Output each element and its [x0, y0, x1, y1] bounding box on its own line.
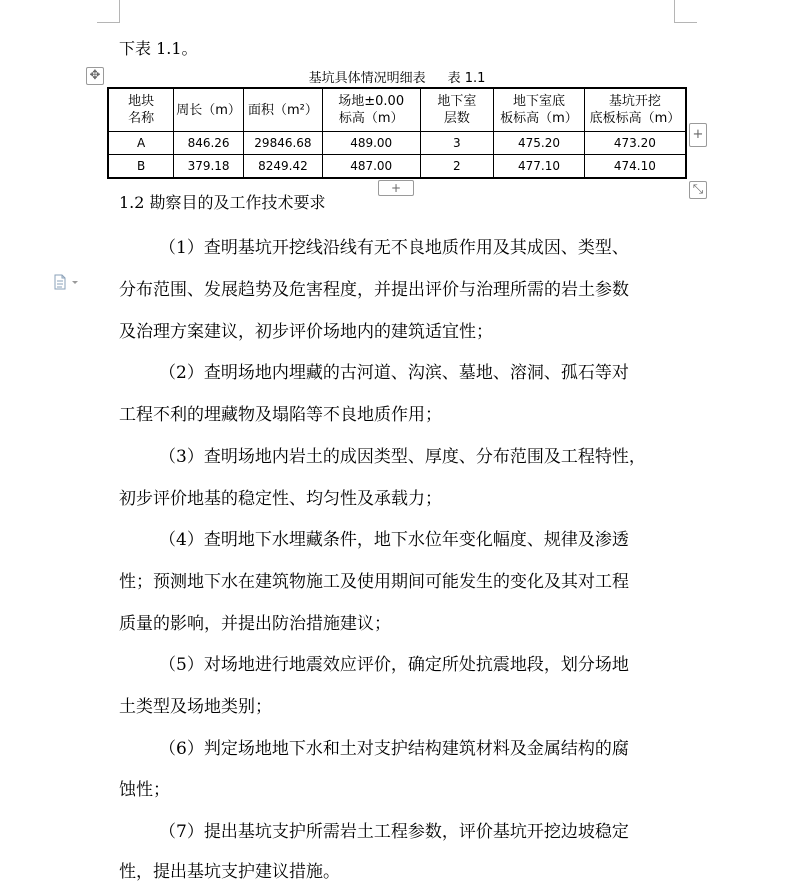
table-caption-number: 表 1.1: [447, 71, 486, 86]
table-caption: [108, 67, 686, 86]
table-cell: 3: [420, 132, 494, 155]
header-cell-basement-floor-elevation: 地下室底 板标高（m）: [494, 88, 585, 132]
paragraph-line: （3）查明场地内岩土的成因类型、厚度、分布范围及工程特性，: [159, 447, 646, 467]
table-cell: 846.26: [174, 132, 244, 155]
site-info-table: [107, 87, 687, 179]
paragraph-line: 性，提出基坑支护建议措施。: [119, 862, 340, 882]
paragraph-line: 及治理方案建议，初步评价场地内的建筑适宜性；: [119, 322, 493, 342]
table-cell: 477.10: [494, 155, 585, 179]
table-cell: B: [108, 155, 174, 179]
add-column-button[interactable]: +: [689, 123, 707, 147]
header-cell-basement-levels: 地下室 层数: [420, 88, 494, 132]
paragraph-line: （6）判定场地地下水和土对支护结构建筑材料及金属结构的腐: [159, 739, 629, 759]
table-cell: 473.20: [584, 132, 686, 155]
table-cell: 8249.42: [244, 155, 323, 179]
table-cell: 489.00: [322, 132, 420, 155]
paragraph-line: （7）提出基坑支护所需岩土工程参数，评价基坑开挖边坡稳定: [159, 822, 629, 842]
paragraph-line: 土类型及场地类别；: [119, 697, 272, 717]
table-cell: 2: [420, 155, 494, 179]
table-header-row: [108, 88, 686, 132]
table-cell: 379.18: [174, 155, 244, 179]
table-caption-title: 基坑具体情况明细表: [308, 71, 426, 86]
paragraph-line: （2）查明场地内埋藏的古河道、沟滨、墓地、溶洞、孤石等对: [159, 363, 629, 383]
table-cell: 475.20: [494, 132, 585, 155]
table-row: [108, 132, 686, 155]
page-corner-mark-left: [97, 0, 120, 23]
header-cell-area: 面积（m²）: [244, 88, 323, 132]
paragraph-line: 分布范围、发展趋势及危害程度，并提出评价与治理所需的岩土参数: [119, 280, 629, 300]
table-row: [108, 155, 686, 179]
table-cell: 487.00: [322, 155, 420, 179]
paragraph-line: （5）对场地进行地震效应评价，确定所处抗震地段，划分场地: [159, 655, 629, 675]
paragraph-line: 蚀性；: [119, 780, 170, 800]
page-corner-mark-right: [674, 0, 697, 23]
paragraph-doc-icon[interactable]: [53, 274, 81, 290]
add-row-button[interactable]: +: [378, 180, 414, 196]
table-cell: A: [108, 132, 174, 155]
header-cell-excavation-elevation: 基坑开挖 底板标高（m）: [584, 88, 686, 132]
header-cell-name: 地块 名称: [108, 88, 174, 132]
table-resize-handle-icon[interactable]: ⤡: [689, 181, 707, 199]
paragraph-line: 性；预测地下水在建筑物施工及使用期间可能发生的变化及其对工程: [119, 572, 629, 592]
paragraph-line: 工程不利的埋藏物及塌陷等不良地质作用；: [119, 405, 442, 425]
paragraph-line: （4）查明地下水埋藏条件，地下水位年变化幅度、规律及渗透: [159, 530, 629, 550]
table-cell: 474.10: [584, 155, 686, 179]
section-heading: 1.2 勘察目的及工作技术要求: [119, 193, 326, 212]
table-cell: 29846.68: [244, 132, 323, 155]
header-cell-perimeter: 周长（m）: [174, 88, 244, 132]
table-move-handle-icon[interactable]: ✥: [86, 67, 104, 85]
header-cell-site-elevation: 场地±0.00 标高（m）: [322, 88, 420, 132]
paragraph-line: 质量的影响，并提出防治措施建议；: [119, 614, 391, 634]
paragraph-line: （1）查明基坑开挖线沿线有无不良地质作用及其成因、类型、: [159, 238, 629, 258]
intro-text: 下表 1.1。: [119, 39, 198, 58]
paragraph-line: 初步评价地基的稳定性、均匀性及承载力；: [119, 489, 442, 509]
